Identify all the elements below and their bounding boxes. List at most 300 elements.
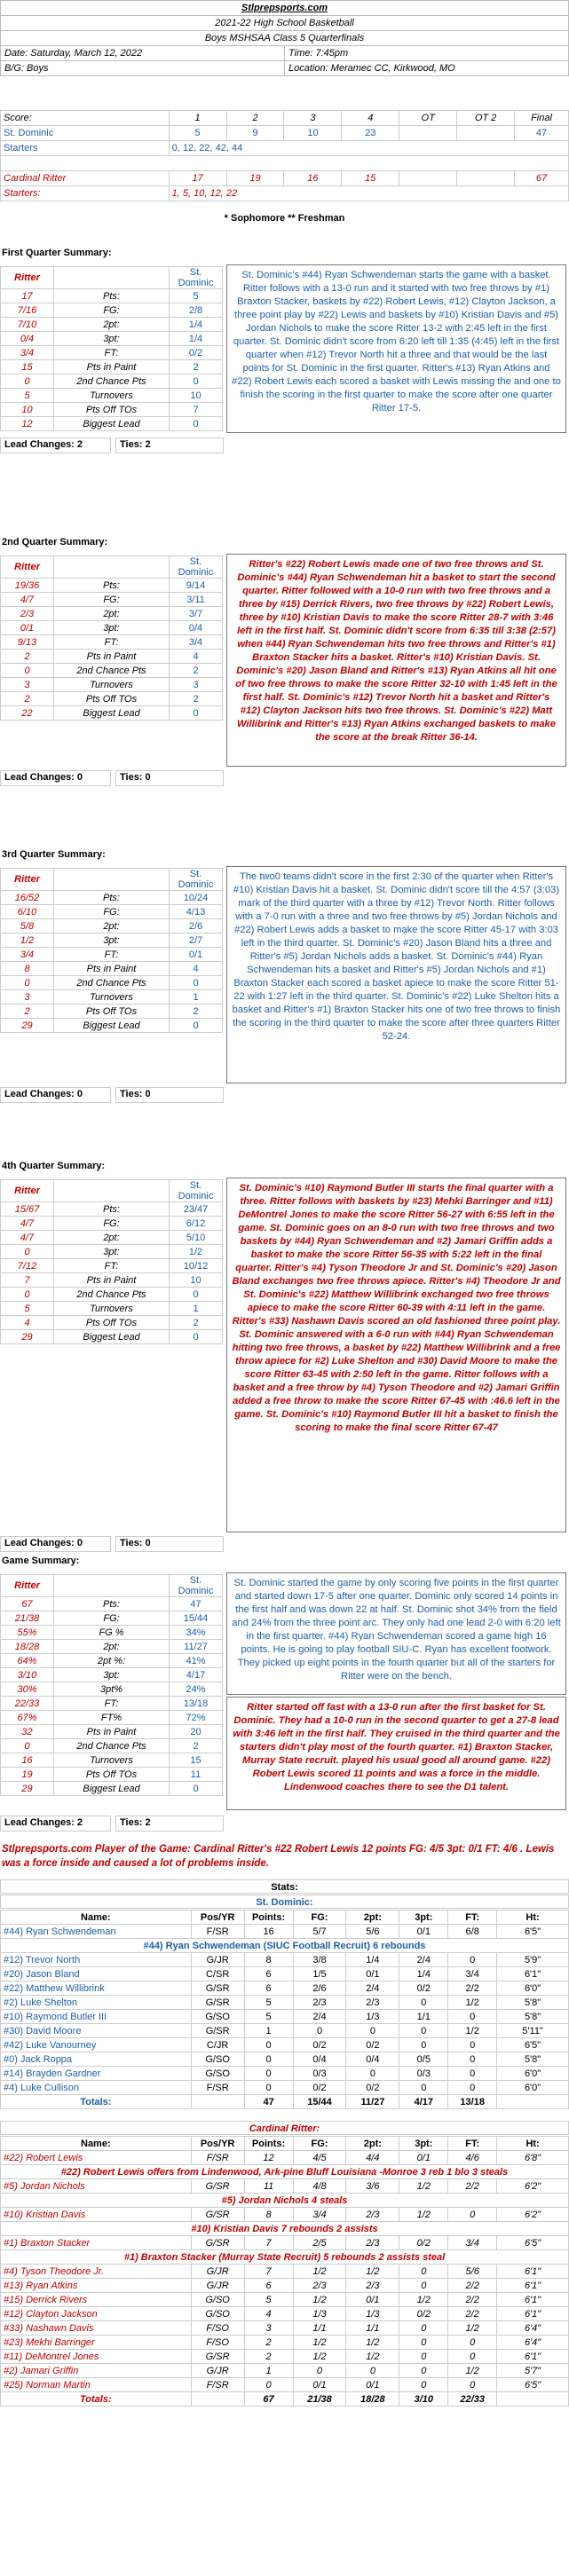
stat-label: 2pt: — [54, 919, 170, 934]
score-table — [0, 110, 569, 201]
ritter-stat: 3 — [1, 990, 54, 1004]
stat-label: Pts: — [54, 1597, 170, 1611]
ritter-stat: 0/4 — [1, 332, 54, 346]
player-stat: 3/6 — [346, 2179, 399, 2194]
stat-label: Pts in Paint — [54, 650, 170, 664]
stat-row — [1, 289, 223, 303]
player-stat: 6'1" — [497, 2350, 569, 2364]
stat-row — [1, 1202, 223, 1217]
player-stat: 5 — [244, 2010, 293, 2024]
player-stat: 0/4 — [293, 2052, 346, 2067]
ritter-stat: 4/7 — [1, 1231, 54, 1245]
stdom_box-title: St. Dominic: — [0, 1895, 569, 1909]
home-score-row — [1, 126, 569, 141]
away-score-row-cell: 17 — [169, 171, 226, 186]
stat-label: Pts: — [54, 289, 170, 303]
ritter-stat: 7 — [1, 1273, 54, 1288]
stat-row — [1, 1654, 223, 1668]
player-stat: 6'1" — [497, 1967, 569, 1981]
stat-label: 3pt: — [54, 621, 170, 635]
stat-row — [1, 303, 223, 318]
player-name: #2) Luke Shelton — [1, 1996, 192, 2010]
player-stat: 2/5 — [293, 2236, 346, 2250]
stdom-stat: 10/24 — [170, 891, 223, 905]
player-stat: 5/6 — [346, 1925, 399, 1939]
ritter-stat: 0 — [1, 374, 54, 389]
stdom-stat: 0 — [170, 1288, 223, 1302]
quarter-title: 3rd Quarter Summary: — [2, 849, 106, 860]
stdom-stat: 47 — [170, 1597, 223, 1611]
player-stat: 0/1 — [399, 1925, 448, 1939]
stat-label: FT% — [54, 1711, 170, 1725]
player-stat: 0 — [448, 2010, 497, 2024]
player-stat: 2/2 — [448, 2179, 497, 2194]
player-stat: 4/8 — [293, 2179, 346, 2194]
score-header-cell: 2 — [226, 111, 284, 126]
player-stat: G/SO — [191, 2010, 244, 2024]
stat-label: 2pt: — [54, 1640, 170, 1654]
away-starters-row — [1, 186, 569, 201]
stat-row — [1, 579, 223, 593]
player-stat: 2/6 — [293, 1981, 346, 1996]
player-stat: 0 — [448, 2208, 497, 2222]
player-note: #44) Ryan Schwendeman (SIUC Football Recruit) 6 rebounds — [1, 1939, 569, 1953]
player-name: #25) Norman Martin — [1, 2378, 192, 2392]
score-header-cell: 3 — [284, 111, 342, 126]
player-stat: G/SR — [191, 1996, 244, 2010]
player-stat: 5'11" — [497, 2024, 569, 2038]
player-stat: 6'1" — [497, 2265, 569, 2279]
stat-label: Pts in Paint — [54, 962, 170, 976]
player-stat: 1/3 — [293, 2307, 346, 2321]
player-note-row — [1, 2165, 569, 2179]
stat-label: 2nd Chance Pts — [54, 976, 170, 990]
ritter-col-head: Ritter — [1, 267, 54, 289]
stdom-stat: 1/4 — [170, 332, 223, 346]
player-stat: 0/1 — [346, 2378, 399, 2392]
ritter-stat: 5/8 — [1, 919, 54, 934]
quarter-summary-4 — [0, 1158, 569, 1548]
box-header: Pos/YR — [191, 1910, 244, 1925]
box-header: FG: — [293, 2137, 346, 2151]
player-stat: G/JR — [191, 2279, 244, 2293]
stat-row — [1, 1739, 223, 1753]
player-stat: G/SR — [191, 2024, 244, 2038]
player-name: #20) Jason Bland — [1, 1967, 192, 1981]
player-note: #5) Jordan Nichols 4 steals — [1, 2194, 569, 2208]
stat-label: Biggest Lead — [54, 1019, 170, 1033]
site-title: Stlprepsports.com — [1, 1, 569, 16]
stat-row — [1, 1302, 223, 1316]
player-note-row — [1, 2250, 569, 2265]
ritter-stat: 4/7 — [1, 593, 54, 607]
lead-changes: Lead Changes: 0 — [0, 770, 111, 786]
stat-row — [1, 1668, 223, 1682]
player-stat: 0/2 — [346, 2081, 399, 2095]
stat-row — [1, 1259, 223, 1273]
player-stat: 1/1 — [399, 2010, 448, 2024]
player-stat: 0/2 — [399, 2307, 448, 2321]
stat-row — [1, 1245, 223, 1259]
player-stat: 0 — [399, 2038, 448, 2052]
stdom-stat: 10/12 — [170, 1259, 223, 1273]
stat-row — [1, 706, 223, 721]
player-stat: 16 — [244, 1925, 293, 1939]
box-header: Points: — [244, 1910, 293, 1925]
home-score-row-cell — [399, 126, 457, 141]
player-name: Totals: — [1, 2095, 192, 2109]
quarter-stat-table — [0, 868, 223, 1033]
box-header-row — [1, 1910, 569, 1925]
player-stat: 2/3 — [293, 2279, 346, 2293]
player-stat: 1/2 — [346, 2265, 399, 2279]
class-note: * Sophomore ** Freshman — [224, 213, 345, 224]
player-stat: 6'4" — [497, 2321, 569, 2336]
player-stat: 0 — [346, 2364, 399, 2378]
player-stat: G/SO — [191, 2307, 244, 2321]
stat-row — [1, 389, 223, 403]
ritter-stat: 1/2 — [1, 934, 54, 948]
player-stat: 1/4 — [346, 1953, 399, 1967]
player-stat: 0/3 — [399, 2067, 448, 2081]
player-name: #11) DeMontrel Jones — [1, 2350, 192, 2364]
player-name: #22) Matthew Willibrink — [1, 1981, 192, 1996]
stdom-col-head: St. Dominic — [170, 869, 223, 891]
quarter-summary-1 — [0, 245, 569, 450]
ritter-stat: 10 — [1, 403, 54, 417]
ritter-stat: 3/4 — [1, 346, 54, 360]
stdom-stat: 10 — [170, 389, 223, 403]
ritter-stat: 0 — [1, 976, 54, 990]
ties: Ties: 2 — [115, 1816, 224, 1832]
player-row — [1, 2293, 569, 2307]
player-stat: 8 — [244, 2208, 293, 2222]
home-score-row-cell: 5 — [169, 126, 226, 141]
stat-label: Biggest Lead — [54, 706, 170, 721]
stat-label: 2nd Chance Pts — [54, 1739, 170, 1753]
player-note: #1) Braxton Stacker (Murray State Recruit) 5 rebounds 2 assists steal — [1, 2250, 569, 2265]
score-header-cell: OT 2 — [457, 111, 515, 126]
stdom-stat: 0/4 — [170, 621, 223, 635]
player-row — [1, 2350, 569, 2364]
stat-label: FG: — [54, 905, 170, 919]
stat-label: FG: — [54, 1217, 170, 1231]
player-stat: 0 — [293, 2364, 346, 2378]
player-stat: 4/5 — [293, 2151, 346, 2165]
player-stat: 5'8" — [497, 2010, 569, 2024]
player-stat: 2 — [244, 2336, 293, 2350]
lead-changes: Lead Changes: 2 — [0, 437, 111, 453]
stat-row — [1, 374, 223, 389]
stdom-col-head: St. Dominic — [170, 1180, 223, 1202]
player-stat: 0 — [399, 2265, 448, 2279]
stat-label: 3pt: — [54, 332, 170, 346]
player-stat: 2/4 — [293, 2010, 346, 2024]
ritter-stat: 0 — [1, 1739, 54, 1753]
ritter-stat: 64% — [1, 1654, 54, 1668]
lead-changes: Lead Changes: 2 — [0, 1816, 111, 1832]
score-header-cell: OT — [399, 111, 457, 126]
player-stat: 6'0" — [497, 2081, 569, 2095]
ritter-stat: 22 — [1, 706, 54, 721]
player-stat: 0 — [244, 2378, 293, 2392]
stat-row — [1, 607, 223, 621]
box-header: Pos/YR — [191, 2137, 244, 2151]
player-stat: 6'5" — [497, 2038, 569, 2052]
stat-row — [1, 360, 223, 374]
player-stat: 0 — [448, 2336, 497, 2350]
ritter-stat: 19/36 — [1, 579, 54, 593]
stat-row — [1, 1231, 223, 1245]
stat-label: Pts in Paint — [54, 1273, 170, 1288]
stat-label: 2pt %: — [54, 1654, 170, 1668]
stat-label: Pts: — [54, 891, 170, 905]
stdom-stat: 5/10 — [170, 1231, 223, 1245]
box-header: Ht: — [497, 1910, 569, 1925]
away-score-row-cell: 16 — [284, 171, 342, 186]
stat-row — [1, 318, 223, 332]
ritter-stat: 16/52 — [1, 891, 54, 905]
player-row — [1, 2321, 569, 2336]
stat-label: Turnovers — [54, 389, 170, 403]
player-stat: 15/44 — [293, 2095, 346, 2109]
player-stat: 47 — [244, 2095, 293, 2109]
ritter-stat: 67% — [1, 1711, 54, 1725]
player-stat: 0 — [448, 2081, 497, 2095]
stdom-stat: 2/6 — [170, 919, 223, 934]
player-stat: 0 — [293, 2024, 346, 2038]
stat-row — [1, 934, 223, 948]
stdom-stat: 5 — [170, 289, 223, 303]
player-stat: G/SO — [191, 2067, 244, 2081]
player-row — [1, 1996, 569, 2010]
box-header: 3pt: — [399, 1910, 448, 1925]
stat-label: 2pt: — [54, 1231, 170, 1245]
quarter-stat-table — [0, 1179, 223, 1344]
player-note-row — [1, 1939, 569, 1953]
stat-row — [1, 1217, 223, 1231]
player-stat: G/JR — [191, 2265, 244, 2279]
stats-title: Stats: — [0, 1879, 569, 1894]
stdom-stat: 0 — [170, 374, 223, 389]
stat-label: FG: — [54, 303, 170, 318]
player-stat: 0/2 — [293, 2038, 346, 2052]
player-name: #44) Ryan Schwendeman — [1, 1925, 192, 1939]
player-stat: G/SR — [191, 2179, 244, 2194]
quarter-summary-2 — [0, 534, 569, 783]
player-stat: 0/2 — [399, 2236, 448, 2250]
player-stat: 0 — [448, 2378, 497, 2392]
home-starters: 0, 12, 22, 42, 44 — [169, 141, 568, 156]
stat-label: 2nd Chance Pts — [54, 374, 170, 389]
player-stat: 6 — [244, 1981, 293, 1996]
player-stat: 5 — [244, 2293, 293, 2307]
stat-label-head — [54, 869, 170, 891]
stat-label: Biggest Lead — [54, 417, 170, 431]
player-row — [1, 2052, 569, 2067]
game-narrative-ritter: Ritter started off fast with a 13-0 run after the first basket for St. Dominic. They had a 10-0 run in the second quarter to get a 27-8 lead with 3:46 left in the first half. They cruised in the third quarter and the starters didn't play most of the fourth quarter. #1) Braxton Stacker, Murray State recruit. played his usual good all around game. #22) Robert Lewis scored 11 points and was a force in the middle. Lindenwood coaches there to see the D1 talent. — [226, 1697, 566, 1810]
stdom-stat: 72% — [170, 1711, 223, 1725]
quarter-narrative: St. Dominic's #10) Raymond Butler III starts the final quarter with a three. Ritter follows with baskets by #23) Mehki Barringer and #11) DeMontrel Jones to make the score Ritter 56-27 with 6:55 left in the game. St. Dominic goes on an 8-0 run with two free throws and two baskets by #44) Ryan Schwendeman and #2) Jamari Griffin adds a basket to make the score Ritter 56-35 with 5:22 left in the final quarter. Ritter's #4) Tyson Theodore Jr and St. Dominic's #20) Jason Bland exchanges two free throws apiece. Ritter's #4) Theodore Jr and St. Dominic's #22) Matthew Willibrink exchanged two free throws apiece to make the score Ritter 60-39 with 4:11 left in the game. Ritter's #33) Nashawn Davis scored an old fashioned three point play. St. Dominic answered with a 6-0 run with #44) Ryan Schwendeman hitting two free throws, a basket by #22) Matthew Willibrink and a free throw apiece for #2) Luke Shelton and #30) David Moore to make the score Ritter 63-45 with 2:50 left in the game. Ritter follows with a basket and a free throw by #4) Tyson Theodore and #2) Jamari Griffin added a free throw to make the score Ritter 67-45 with :46.6 left in the game. St. Dominic's #10) Raymond Butler III hit a basket to finish the scoring to make the final score Ritter 67-47 — [226, 1178, 566, 1532]
location: Location: Meramec CC, Kirkwood, MO — [285, 61, 569, 76]
stat-label-head — [54, 1575, 170, 1597]
player-stat: G/SR — [191, 2236, 244, 2250]
player-stat: 0/2 — [399, 1981, 448, 1996]
stdom-stat: 4/17 — [170, 1668, 223, 1682]
stat-label: FG % — [54, 1626, 170, 1640]
stdom-col-head: St. Dominic — [170, 1575, 223, 1597]
ritter-stat: 17 — [1, 289, 54, 303]
player-stat: 1/2 — [346, 2336, 399, 2350]
away-starters: 1, 5, 10, 12, 22 — [169, 186, 568, 201]
ritter_box-table — [0, 2136, 569, 2407]
ritter-stat: 55% — [1, 1626, 54, 1640]
stat-row — [1, 635, 223, 650]
stdom-stat: 4/13 — [170, 905, 223, 919]
player-stat: 5/7 — [293, 1925, 346, 1939]
stat-row — [1, 1725, 223, 1739]
stat-label: 3pt% — [54, 1682, 170, 1697]
stat-label: Turnovers — [54, 678, 170, 692]
box-header: 2pt: — [346, 1910, 399, 1925]
player-stat: G/JR — [191, 2364, 244, 2378]
score-header-cell: Score: — [1, 111, 170, 126]
score-header — [1, 111, 569, 126]
player-name: #22) Robert Lewis — [1, 2151, 192, 2165]
home-starters-row — [1, 141, 569, 156]
lead-changes: Lead Changes: 0 — [0, 1087, 111, 1103]
stat-head-row — [1, 556, 223, 579]
player-stat: 1/2 — [448, 2364, 497, 2378]
stdom-stat: 4 — [170, 650, 223, 664]
stat-label: 2nd Chance Pts — [54, 1288, 170, 1302]
ties: Ties: 0 — [115, 770, 224, 786]
stdom-stat: 15 — [170, 1753, 223, 1768]
quarter-summary-3 — [0, 847, 569, 1099]
player-stat: 6/8 — [448, 1925, 497, 1939]
ritter-stat: 29 — [1, 1782, 54, 1796]
ties: Ties: 2 — [115, 437, 224, 453]
stdom-stat: 0 — [170, 417, 223, 431]
player-stat — [191, 2095, 244, 2109]
ritter-stat: 30% — [1, 1682, 54, 1697]
player-stat: 2/2 — [448, 1981, 497, 1996]
player-stat: F/SR — [191, 1925, 244, 1939]
player-stat: G/SR — [191, 1981, 244, 1996]
stat-row — [1, 332, 223, 346]
stat-label: Pts Off TOs — [54, 1004, 170, 1019]
player-name: #0) Jack Roppa — [1, 2052, 192, 2067]
player-stat: 0/3 — [293, 2067, 346, 2081]
player-stat: 1/2 — [293, 2350, 346, 2364]
stdom-stat: 11 — [170, 1768, 223, 1782]
box-header: 2pt: — [346, 2137, 399, 2151]
stat-row — [1, 1711, 223, 1725]
player-stat: 0 — [448, 1953, 497, 1967]
ritter-stat: 29 — [1, 1019, 54, 1033]
ritter-stat: 15/67 — [1, 1202, 54, 1217]
stat-row — [1, 1640, 223, 1654]
event: Boys MSHSAA Class 5 Quarterfinals — [1, 31, 569, 46]
box-header: FT: — [448, 2137, 497, 2151]
score-header-cell: 1 — [169, 111, 226, 126]
player-stat: 6'2" — [497, 2208, 569, 2222]
stdom-stat: 1 — [170, 990, 223, 1004]
ritter-stat: 6/10 — [1, 905, 54, 919]
stdom-stat: 3/7 — [170, 607, 223, 621]
box-header: Ht: — [497, 2137, 569, 2151]
player-stat: 0/1 — [293, 2378, 346, 2392]
game-summary-title: Game Summary: — [2, 1556, 80, 1566]
stdom-stat: 3 — [170, 678, 223, 692]
quarter-narrative: St. Dominic's #44) Ryan Schwendeman starts the game with a basket. Ritter follows with a 13-0 run and it started with two free throws by #1) Braxton Stacker, baskets by #22) Robert Lewis, #12) Clayton Jackson, a three point play by #22) Lewis and baskets by #10) Kristian Davis and #5) Jordan Nichols to make the score Ritter 13-2 with 2:45 left in the first quarter. St. Dominic didn't score from 6:20 left till 1:35 (4:45) left in the first quarter when #12) Trevor North hit a three and that would be the last points for St. Dominic in the first quarter. Ritter's #13) Ryan Atkins and #22) Robert Lewis each scored a basket with Lewis missing the and one to finish the scoring in the first quarter to make the score after one quarter Ritter 17-5. — [226, 264, 566, 433]
player-stat: 6'5" — [497, 2378, 569, 2392]
player-stat: 6'8" — [497, 2151, 569, 2165]
stdom-stat: 34% — [170, 1626, 223, 1640]
stdom-stat: 3/11 — [170, 593, 223, 607]
ritter-stat: 15 — [1, 360, 54, 374]
stat-row — [1, 962, 223, 976]
stat-label: 2nd Chance Pts — [54, 664, 170, 678]
stat-label: FT: — [54, 1259, 170, 1273]
player-name: #10) Raymond Butler III — [1, 2010, 192, 2024]
player-stat: 1/2 — [346, 2350, 399, 2364]
player-stat: 0 — [448, 2038, 497, 2052]
stat-label: FT: — [54, 635, 170, 650]
stdom-stat: 0 — [170, 1782, 223, 1796]
player-stat: F/SR — [191, 2378, 244, 2392]
player-stat: G/SO — [191, 2293, 244, 2307]
stat-row — [1, 891, 223, 905]
player-row — [1, 2307, 569, 2321]
player-stat: 4/4 — [346, 2151, 399, 2165]
date: Date: Saturday, March 12, 2022 — [1, 46, 285, 61]
player-stat: 2/3 — [346, 2236, 399, 2250]
stat-label: Turnovers — [54, 990, 170, 1004]
ritter-col-head: Ritter — [1, 1575, 54, 1597]
home-score-row-cell: 9 — [226, 126, 284, 141]
stdom-col-head: St. Dominic — [170, 267, 223, 289]
ritter-stat: 0 — [1, 1288, 54, 1302]
player-name: #4) Tyson Theodore Jr. — [1, 2265, 192, 2279]
ritter-stat: 3 — [1, 678, 54, 692]
ritter-stat: 5 — [1, 389, 54, 403]
box-header: FG: — [293, 1910, 346, 1925]
ritter-col-head: Ritter — [1, 1180, 54, 1202]
player-row — [1, 2208, 569, 2222]
player-stat: 1/2 — [399, 2293, 448, 2307]
stdom-stat: 3/4 — [170, 635, 223, 650]
player-name: #10) Kristian Davis — [1, 2208, 192, 2222]
totals-row — [1, 2095, 569, 2109]
stat-row — [1, 1330, 223, 1344]
quarter-title: 2nd Quarter Summary: — [2, 537, 108, 547]
player-stat: 1 — [244, 2364, 293, 2378]
home-score-row-cell: 10 — [284, 126, 342, 141]
player-row — [1, 1925, 569, 1939]
player-note-row — [1, 2222, 569, 2236]
ritter-stat: 32 — [1, 1725, 54, 1739]
stat-label: Pts in Paint — [54, 1725, 170, 1739]
ritter-stat: 4/7 — [1, 1217, 54, 1231]
player-stat: 0/5 — [399, 2052, 448, 2067]
lead-changes: Lead Changes: 0 — [0, 1536, 111, 1552]
stdom-stat: 13/18 — [170, 1697, 223, 1711]
stdom-stat: 2 — [170, 1004, 223, 1019]
player-stat: G/SO — [191, 2052, 244, 2067]
player-stat: 0 — [244, 2038, 293, 2052]
stat-row — [1, 1768, 223, 1782]
